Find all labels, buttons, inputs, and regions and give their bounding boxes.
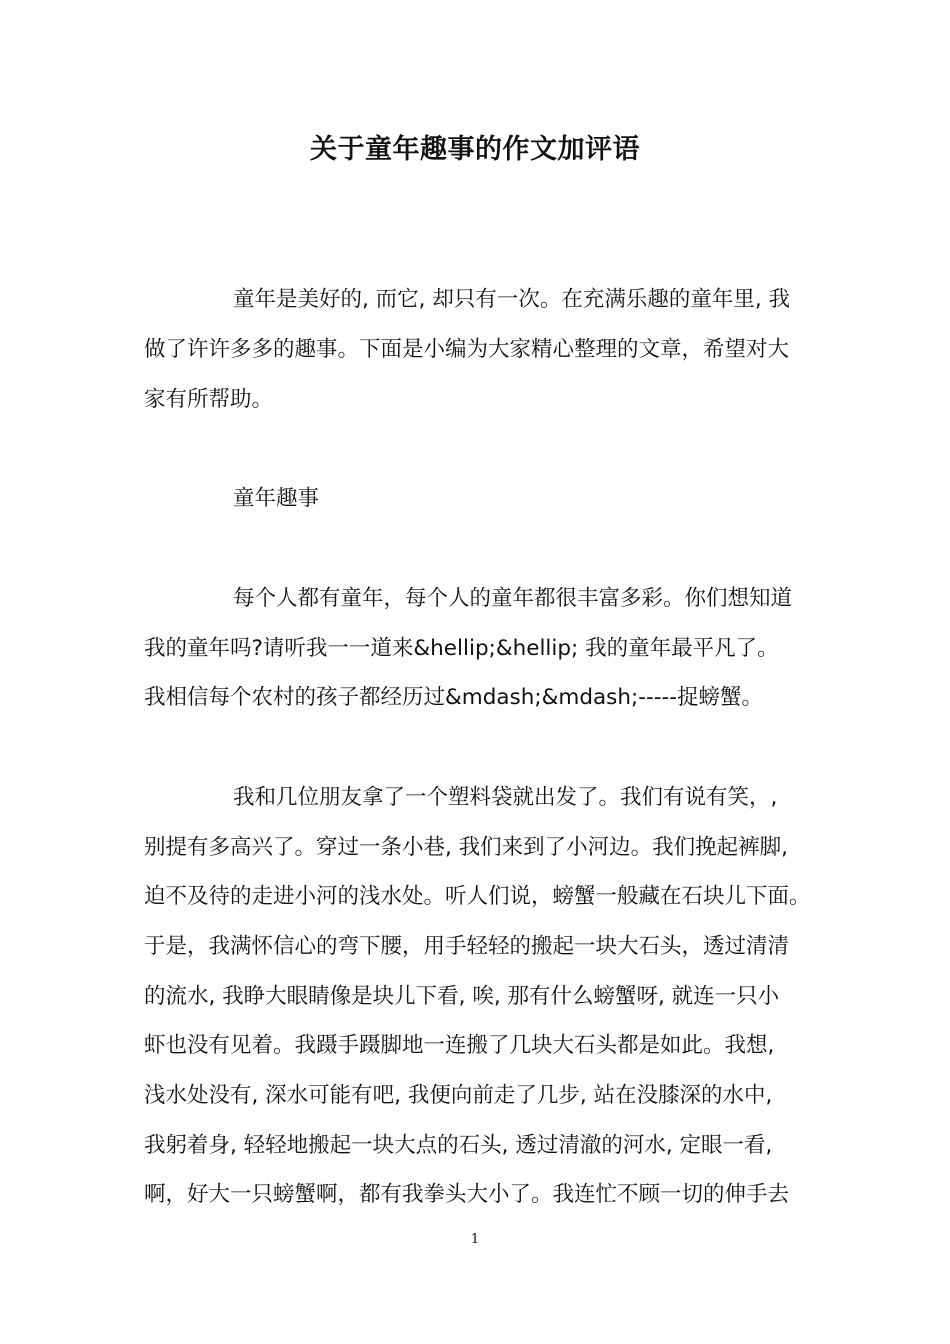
paragraph-3-line-1: 每个人都有童年，每个人的童年都很丰富多彩。你们想知道: [233, 586, 793, 611]
paragraph-1-line-1: 童年是美好的, 而它, 却只有一次。在充满乐趣的童年里, 我: [233, 287, 791, 312]
page-number: 1: [470, 1232, 480, 1247]
paragraph-1-line-3: 家有所帮助。: [144, 387, 274, 412]
paragraph-1-line-2: 做了许许多多的趣事。下面是小编为大家精心整理的文章，希望对大: [144, 337, 790, 362]
paragraph-4-line-7: 浅水处没有, 深水可能有吧, 我便向前走了几步, 站在没膝深的水中,: [144, 1083, 773, 1108]
paragraph-3-line-3: 我相信每个农村的孩子都经历过&mdash;&mdash;-----捉螃蟹。: [144, 685, 763, 710]
section-heading: 童年趣事: [233, 486, 320, 511]
paragraph-4-line-8: 我躬着身, 轻轻地搬起一块大点的石头, 透过清澈的河水, 定眼一看,: [144, 1133, 773, 1158]
paragraph-4-line-3: 迫不及待的走进小河的浅水处。听人们说，螃蟹一般藏在石块儿下面。: [144, 884, 811, 909]
paragraph-4-line-2: 别提有多高兴了。穿过一条小巷, 我们来到了小河边。我们挽起裤脚,: [144, 835, 789, 860]
paragraph-4-line-4: 于是，我满怀信心的弯下腰，用手轻轻的搬起一块大石头，透过清清: [144, 934, 790, 959]
paragraph-3-line-2: 我的童年吗?请听我一一道来&hellip;&hellip; 我的童年最平凡了。: [144, 636, 779, 661]
paragraph-4-line-5: 的流水, 我睁大眼睛像是块儿下看, 唉, 那有什么螃蟹呀, 就连一只小: [144, 984, 780, 1009]
paragraph-4-line-9: 啊，好大一只螃蟹啊，都有我拳头大小了。我连忙不顾一切的伸手去: [144, 1182, 790, 1207]
paragraph-4-line-1: 我和几位朋友拿了一个塑料袋就出发了。我们有说有笑，,: [233, 785, 778, 810]
paragraph-4-line-6: 虾也没有见着。我蹑手蹑脚地一连搬了几块大石头都是如此。我想,: [144, 1033, 775, 1058]
document-title: 关于童年趣事的作文加评语: [310, 134, 640, 165]
